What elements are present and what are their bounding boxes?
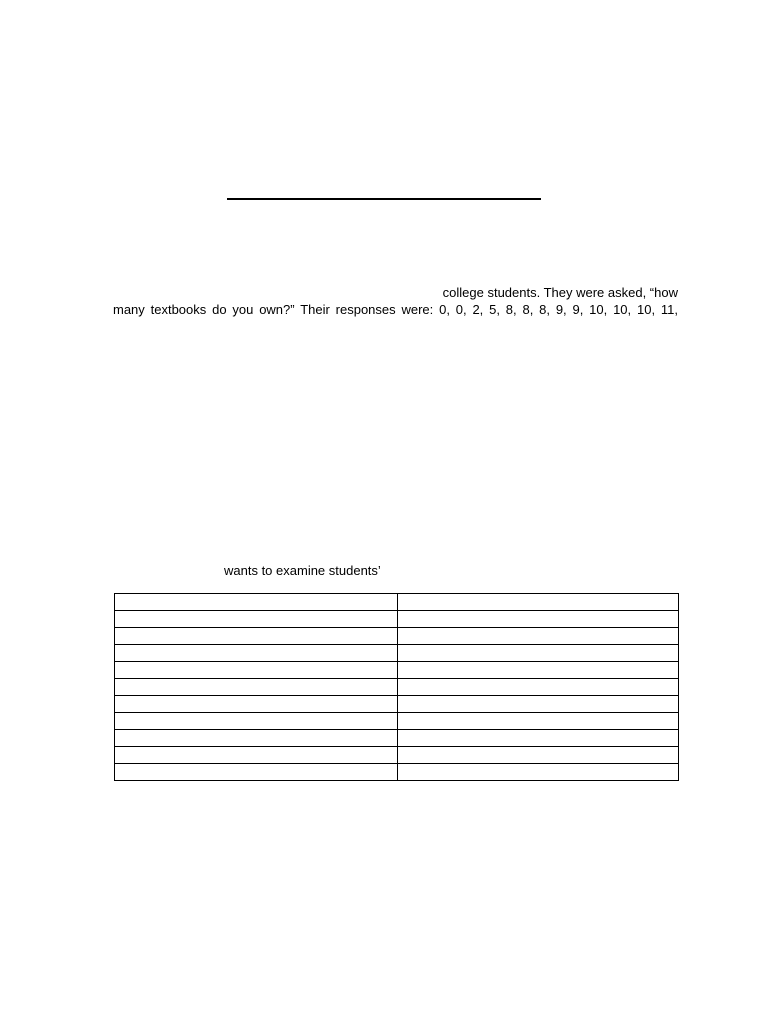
table-cell [398,747,679,764]
table-cell [115,730,398,747]
table-row [115,696,679,713]
table-cell [398,679,679,696]
paragraph-line-1: college students. They were asked, “how [442,285,678,300]
table-cell [115,696,398,713]
table-cell [115,628,398,645]
table-cell [398,662,679,679]
table-cell [398,730,679,747]
name-blank-line [227,198,541,200]
table-cell [398,645,679,662]
table-cell [115,662,398,679]
table-row [115,730,679,747]
paragraph-line-2: many textbooks do you own?” Their responses were: 0, 0, 2, 5, 8, 8, 8, 9, 9, 10, 10, 10, 11, [113,302,678,317]
table-cell [115,747,398,764]
table-row [115,645,679,662]
table-cell [398,628,679,645]
table-cell [398,696,679,713]
table-cell [115,679,398,696]
paragraph-line-3: wants to examine students’ [224,563,381,578]
table-row [115,628,679,645]
table-row [115,713,679,730]
table-cell [398,713,679,730]
table-cell [115,713,398,730]
table-cell [398,594,679,611]
table-cell [398,764,679,781]
table-row [115,611,679,628]
blank-table [114,593,679,781]
table-row [115,764,679,781]
table-row [115,594,679,611]
table-row [115,747,679,764]
table-cell [115,594,398,611]
table-row [115,662,679,679]
table-row [115,679,679,696]
blank-table-body [115,594,679,781]
table-cell [115,764,398,781]
table-cell [398,611,679,628]
table-cell [115,611,398,628]
table-cell [115,645,398,662]
